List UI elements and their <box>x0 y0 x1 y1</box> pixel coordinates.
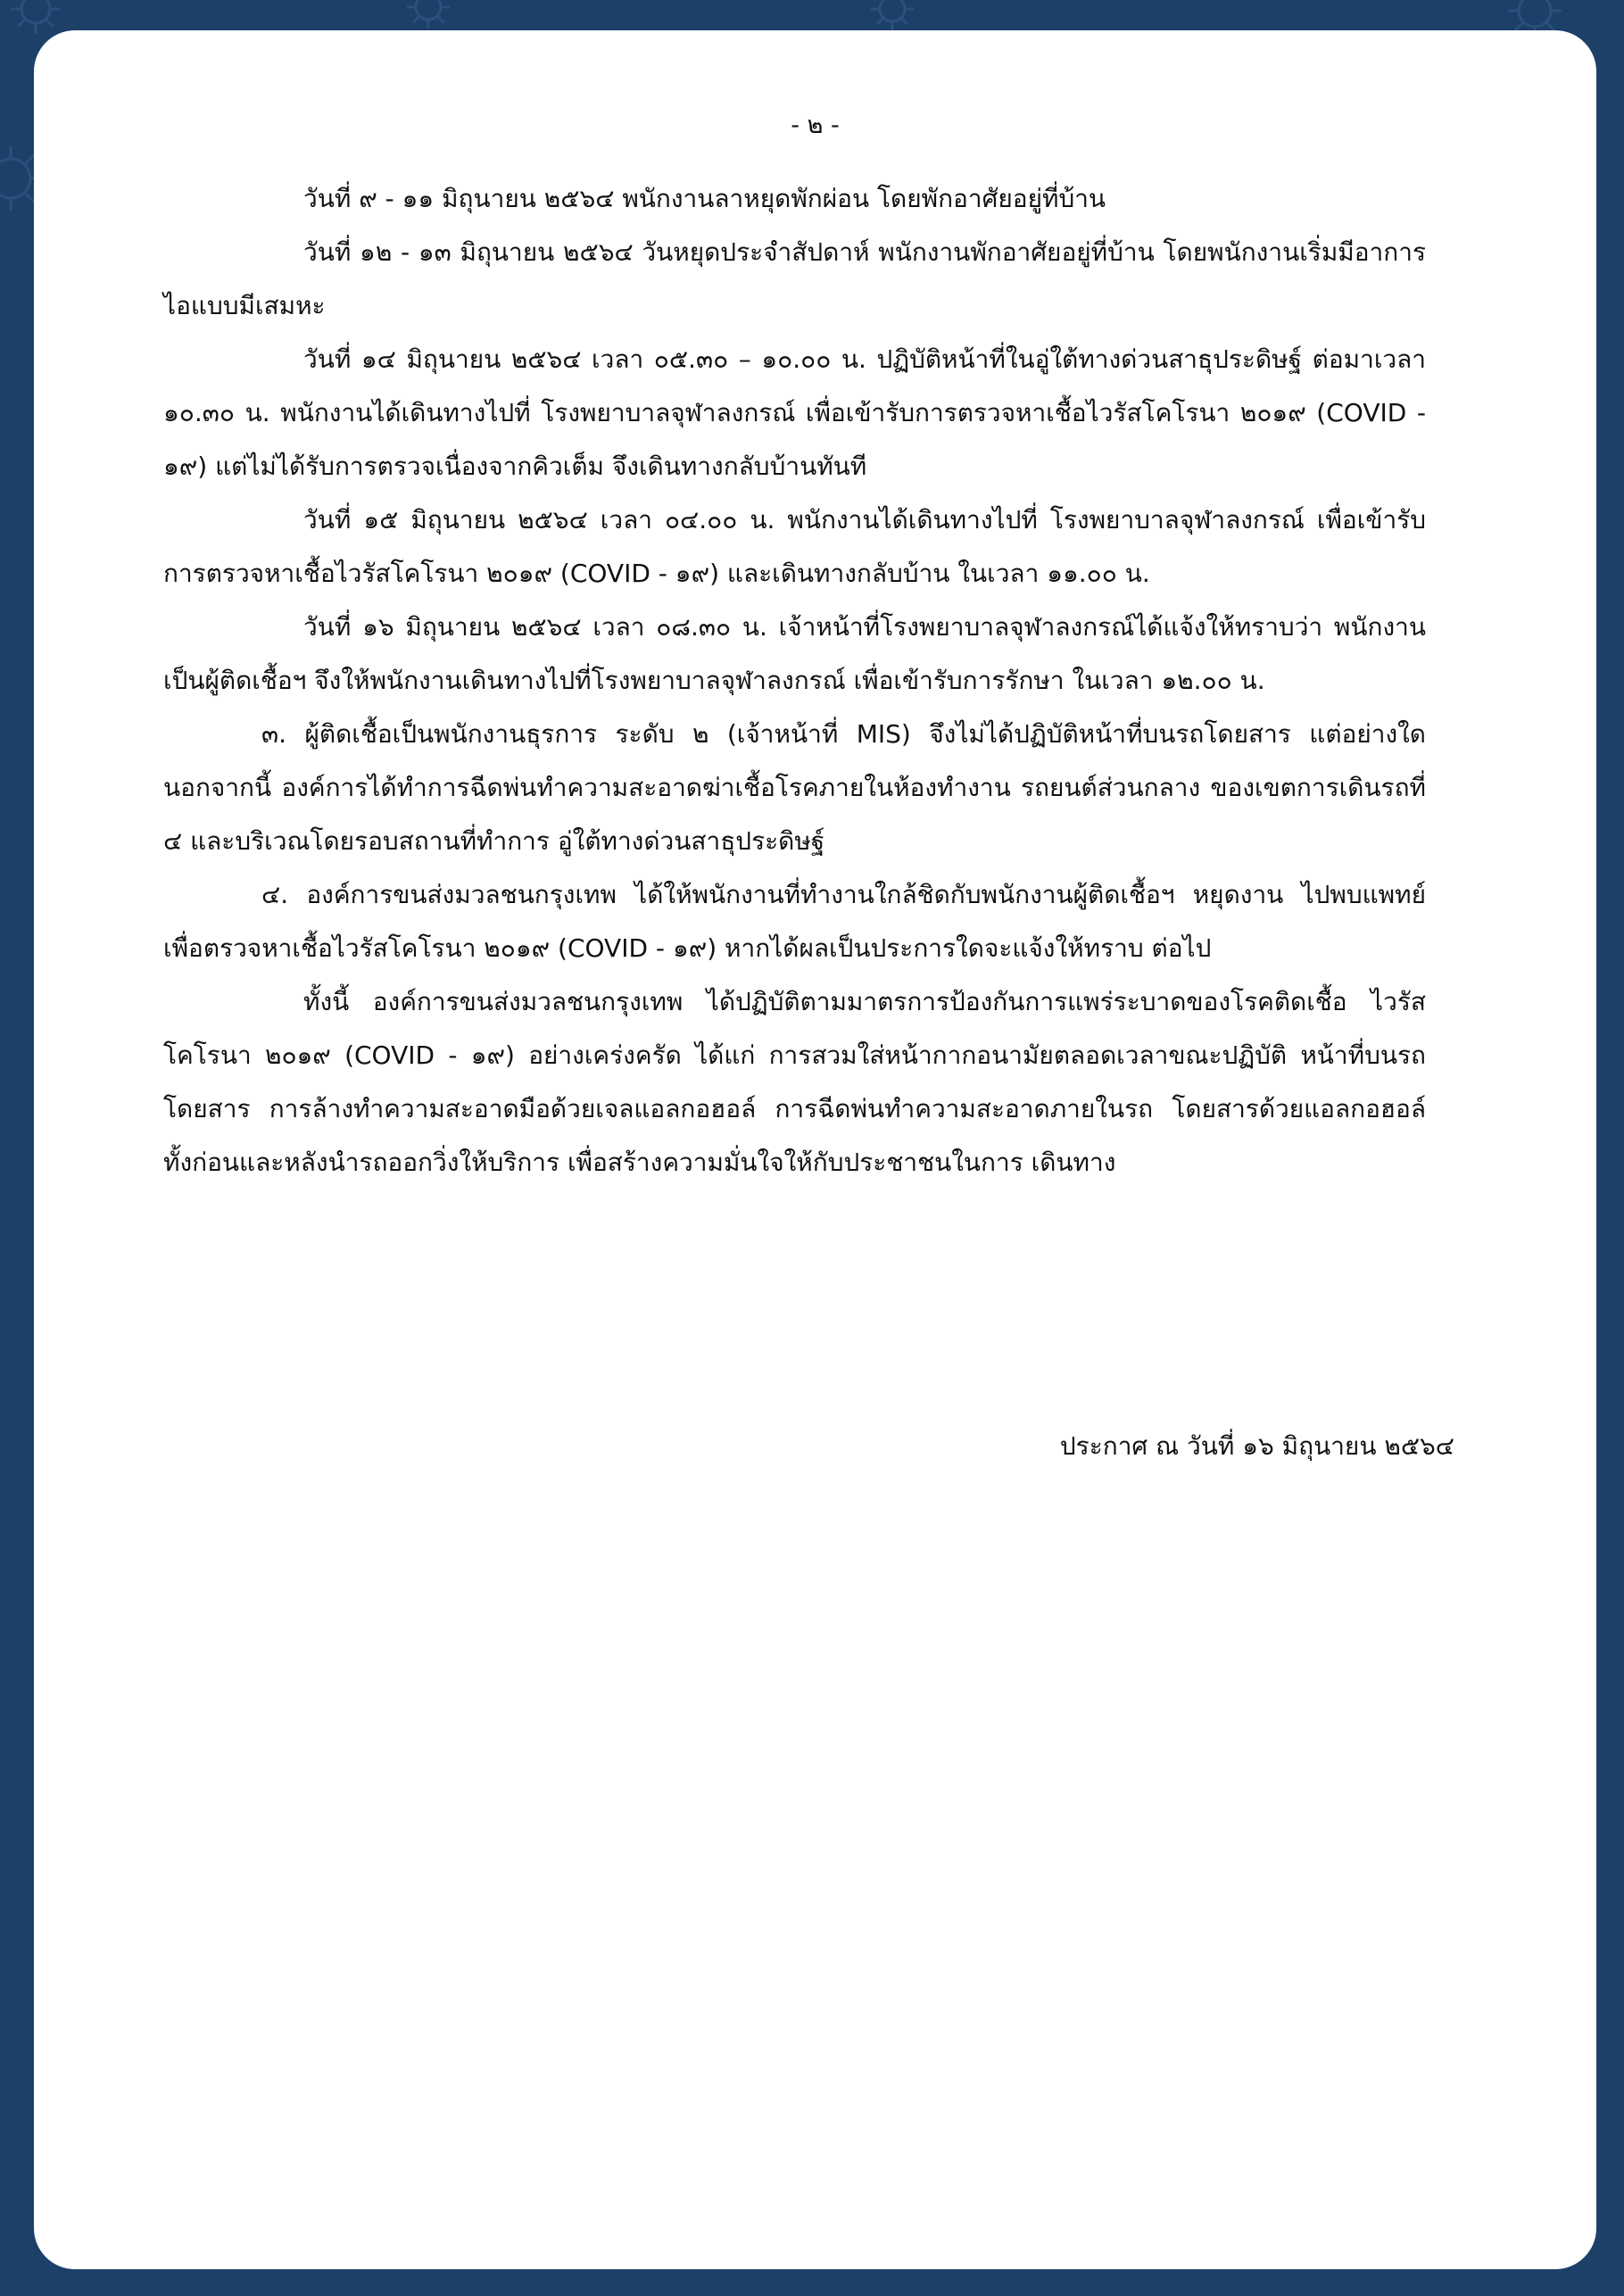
paragraph-june-9-11: วันที่ ๙ - ๑๑ มิถุนายน ๒๕๖๔ พนักงานลาหยุดพักผ่อน โดยพักอาศัยอยู่ที่บ้าน <box>303 184 1106 213</box>
paragraph-measures: ทั้งนี้ องค์การขนส่งมวลชนกรุงเทพ ได้ปฏิบัติตามมาตรการป้องกันการแพร่ระบาดของโรคติดเชื้อ ไวรัสโคโรนา ๒๐๑๙ (COVID - ๑๙) อย่างเคร่งครัด ได้แก่ การสวมใส่หน้ากากอนามัยตลอดเวลาขณะปฏิบัติ หน้าที่บนรถโดยสาร การล้างทำความสะอาดมือด้วยเจลแอลกอฮอล์ การฉีดพ่นทำความสะอาดภายในรถ โดยสารด้วยแอลกอฮอล์ ทั้งก่อนและหลังนำรถออกวิ่งให้บริการ เพื่อสร้างความมั่นใจให้กับประชาชนในการ เดินทาง <box>163 987 1426 1177</box>
announcement-date: ประกาศ ณ วันที่ ๑๖ มิถุนายน ๒๕๖๔ <box>1059 1431 1454 1461</box>
document-body <box>163 172 1426 1189</box>
page-number: - ๒ - <box>791 112 840 139</box>
paragraph-item-3: ๓. ผู้ติดเชื้อเป็นพนักงานธุรการ ระดับ ๒ (เจ้าหน้าที่ MIS) จึงไม่ได้ปฏิบัติหน้าที่บนรถโดยสาร แต่อย่างใด นอกจากนี้ องค์การได้ทำการฉีดพ่นทำความสะอาดฆ่าเชื้อโรคภายในห้องทำงาน รถยนต์ส่วนกลาง ของเขตการเดินรถที่ ๔ และบริเวณโดยรอบสถานที่ทำการ อู่ใต้ทางด่วนสาธุประดิษฐ์ <box>163 719 1426 856</box>
paragraph-june-15: วันที่ ๑๕ มิถุนายน ๒๕๖๔ เวลา ๐๔.๐๐ น. พนักงานได้เดินทางไปที่ โรงพยาบาลจุฬาลงกรณ์ เพื่อเข้ารับการตรวจหาเชื้อไวรัสโคโรนา ๒๐๑๙ (COVID - ๑๙) และเดินทางกลับบ้าน ในเวลา ๑๑.๐๐ น. <box>163 505 1426 588</box>
paragraph-june-12-13: วันที่ ๑๒ - ๑๓ มิถุนายน ๒๕๖๔ วันหยุดประจำสัปดาห์ พนักงานพักอาศัยอยู่ที่บ้าน โดยพนักงานเริ่มมีอาการไอแบบมีเสมหะ <box>163 237 1426 320</box>
paragraph-june-16: วันที่ ๑๖ มิถุนายน ๒๕๖๔ เวลา ๐๘.๓๐ น. เจ้าหน้าที่โรงพยาบาลจุฬาลงกรณ์ได้แจ้งให้ทราบว่า พนักงานเป็นผู้ติดเชื้อฯ จึงให้พนักงานเดินทางไปที่โรงพยาบาลจุฬาลงกรณ์ เพื่อเข้ารับการรักษา ในเวลา ๑๒.๐๐ น. <box>163 612 1426 695</box>
paragraph-june-14: วันที่ ๑๔ มิถุนายน ๒๕๖๔ เวลา ๐๕.๓๐ – ๑๐.๐๐ น. ปฏิบัติหน้าที่ในอู่ใต้ทางด่วนสาธุประดิษฐ์ ต่อมาเวลา ๑๐.๓๐ น. พนักงานได้เดินทางไปที่ โรงพยาบาลจุฬาลงกรณ์ เพื่อเข้ารับการตรวจหาเชื้อไวรัสโคโรนา ๒๐๑๙ (COVID - ๑๙) แต่ไม่ได้รับการตรวจเนื่องจากคิวเต็ม จึงเดินทางกลับบ้านทันที <box>163 344 1426 481</box>
paragraph-item-4: ๔. องค์การขนส่งมวลชนกรุงเทพ ได้ให้พนักงานที่ทำงานใกล้ชิดกับพนักงานผู้ติดเชื้อฯ หยุดงาน ไปพบแพทย์ เพื่อตรวจหาเชื้อไวรัสโคโรนา ๒๐๑๙ (COVID - ๑๙) หากได้ผลเป็นประการใดจะแจ้งให้ทราบ ต่อไป <box>163 880 1426 963</box>
